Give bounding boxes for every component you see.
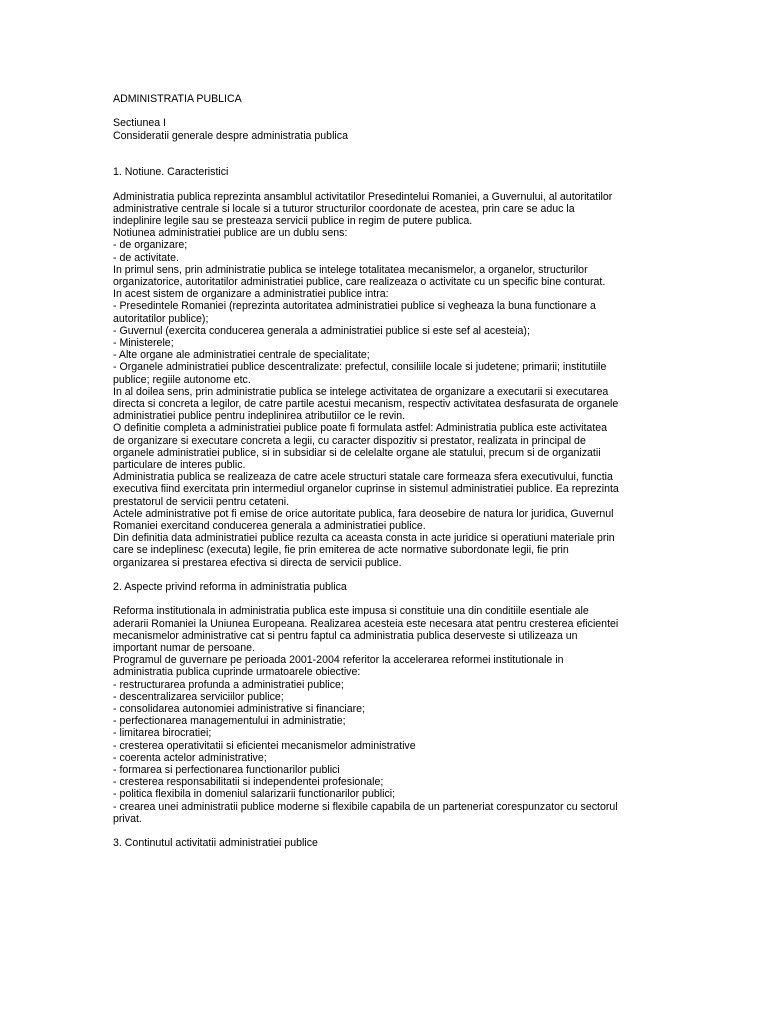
text-line: executiva fiind exercitata prin intermediul organelor cuprinse in sistemul administratiei publice. Ea reprezinta bbox=[113, 483, 619, 496]
text-line: Programul de guvernare pe perioada 2001-2004 referitor la accelerarea reformei institutionale in bbox=[113, 654, 564, 667]
text-line: - cresterea operativitatii si eficientei mecanismelor administrative bbox=[113, 739, 416, 752]
text-line: de organizare si executare concreta a legii, cu caracter dispozitiv si prestator, realizata in principal de bbox=[113, 434, 586, 447]
text-line: administratia publica cuprinde urmatoarele obiective: bbox=[113, 666, 361, 679]
spacer bbox=[113, 105, 658, 117]
text-line: Reforma institutionala in administratia publica este impusa si constituie una din conditiile esentiale ale bbox=[113, 605, 589, 618]
text-line: - Organele administratiei publice descentralizate: prefectul, consiliile locale si judetene; primarii; institutiile bbox=[113, 361, 607, 374]
text-line: - coerenta actelor administrative; bbox=[113, 751, 267, 764]
text-line: Actele administrative pot fi emise de orice autoritate publica, fara deosebire de natura lor juridica, Guvernul bbox=[113, 507, 614, 520]
text-line: - Alte organe ale administratiei centrale de specialitate; bbox=[113, 349, 370, 362]
text-line: - perfectionarea managementului in administratie; bbox=[113, 715, 346, 728]
text-line: - politica flexibila in domeniul salarizarii functionarilor publici; bbox=[113, 788, 396, 801]
text-line: - de organizare; bbox=[113, 239, 188, 252]
text-line: publice; regiile autonome etc. bbox=[113, 373, 251, 386]
text-line: In acest sistem de organizare a administratiei publice intra: bbox=[113, 288, 389, 301]
spacer bbox=[113, 825, 658, 837]
text-line: Din definitia data administratiei publice rezulta ca aceasta consta in acte juridice si operatiuni materiale prin bbox=[113, 532, 615, 545]
text-line: - de activitate. bbox=[113, 251, 179, 264]
spacer bbox=[113, 569, 658, 581]
text-line: organizatorice, autoritatilor administratiei publice, care realizeaza o activitate cu un specific bine conturat. bbox=[113, 275, 606, 288]
heading-1: 1. Notiune. Caracteristici bbox=[113, 166, 229, 179]
text-line: administratiei publice pentru indeplinirea atributiilor ce le revin. bbox=[113, 410, 406, 423]
text-line: administrative centrale si locale si a tuturor structurilor coordonate de acestea, prin care se aduc la bbox=[113, 202, 575, 215]
heading-3: 3. Continutul activitatii administratiei publice bbox=[113, 837, 318, 850]
text-line: directa si concreta a legilor, de catre partile acestui mecanism, respectiv activitatea desfasurata de organele bbox=[113, 398, 619, 411]
text-line: Romaniei exercitand conducerea generala a administratiei publice. bbox=[113, 520, 426, 533]
text-line: In al doilea sens, prin administratie publica se intelege activitatea de organizare a executarii si executarea bbox=[113, 385, 609, 398]
spacer bbox=[113, 142, 658, 154]
paragraph-block-2 bbox=[113, 605, 658, 825]
text-line: O definitie completa a administratiei publice poate fi formulata astfel: Administratia publica este activitatea bbox=[113, 422, 608, 435]
text-line: organizarea si prestarea efectiva si directa de servicii publice. bbox=[113, 556, 402, 569]
text-line: - Ministerele; bbox=[113, 337, 174, 349]
section-subtitle: Consideratii generale despre administratia publica bbox=[113, 129, 348, 142]
text-line: particulare de interes public. bbox=[113, 459, 246, 472]
text-line: - limitarea birocratiei; bbox=[113, 727, 212, 740]
spacer bbox=[113, 593, 658, 605]
text-line: - Presedintele Romaniei (reprezinta autoritatea administratiei publice si vegheaza la buna functionare a bbox=[113, 300, 596, 313]
document-body bbox=[113, 93, 658, 849]
heading-2: 2. Aspecte privind reforma in administratia publica bbox=[113, 581, 347, 594]
text-line: - formarea si perfectionarea functionarilor publici bbox=[113, 764, 340, 777]
spacer bbox=[113, 178, 658, 190]
text-line: mecanismelor administrative cat si pentru faptul ca administratia publica deserveste si utilizeaza un bbox=[113, 629, 578, 642]
text-line: important numar de persoane. bbox=[113, 642, 255, 655]
text-line: Administratia publica reprezinta ansamblul activitatilor Presedintelui Romaniei, a Guvernului, al autoritatilor bbox=[113, 190, 613, 203]
text-line: - crearea unei administratii publice moderne si flexibile capabila de un parteneriat corespunzator cu sectorul bbox=[113, 800, 618, 813]
text-line: Administratia publica se realizeaza de catre acele structuri statale care formeaza sfera executivului, functia bbox=[113, 471, 613, 484]
text-line: Notiunea administratiei publice are un dublu sens: bbox=[113, 227, 348, 240]
text-line: care se indeplinesc (executa) legile, fie prin emiterea de acte normative subordonate legii, fie prin bbox=[113, 544, 569, 557]
text-line: organele administratiei publice, si in subsidiar si de celelalte organe ale statului, precum si de organizatii bbox=[113, 446, 601, 459]
spacer bbox=[113, 154, 658, 166]
section-label: Sectiunea I bbox=[113, 117, 167, 130]
text-line: autoritatilor publice); bbox=[113, 312, 209, 325]
text-line: indeplinire legile sau se presteaza servicii publice in regim de putere publica. bbox=[113, 214, 473, 227]
text-line: aderarii Romaniei la Uniunea Europeana. Realizarea acesteia este necesara atat pentru cresterea eficientei bbox=[113, 617, 619, 630]
text-line: - cresterea responsabilitatii si independentei profesionale; bbox=[113, 776, 384, 789]
text-line: - Guvernul (exercita conducerea generala a administratiei publice si este sef al acesteia); bbox=[113, 324, 530, 337]
document-title: ADMINISTRATIA PUBLICA bbox=[113, 93, 242, 105]
text-line: - restructurarea profunda a administratiei publice; bbox=[113, 678, 344, 691]
paragraph-block-1 bbox=[113, 191, 658, 569]
text-line: prestatorul de servicii pentru cetateni. bbox=[113, 495, 290, 508]
text-line: - descentralizarea serviciilor publice; bbox=[113, 690, 284, 703]
text-line: - consolidarea autonomiei administrative si financiare; bbox=[113, 703, 366, 716]
text-line: privat. bbox=[113, 812, 142, 825]
text-line: In primul sens, prin administratie publica se intelege totalitatea mecanismelor, a organelor, structurilor bbox=[113, 263, 588, 276]
